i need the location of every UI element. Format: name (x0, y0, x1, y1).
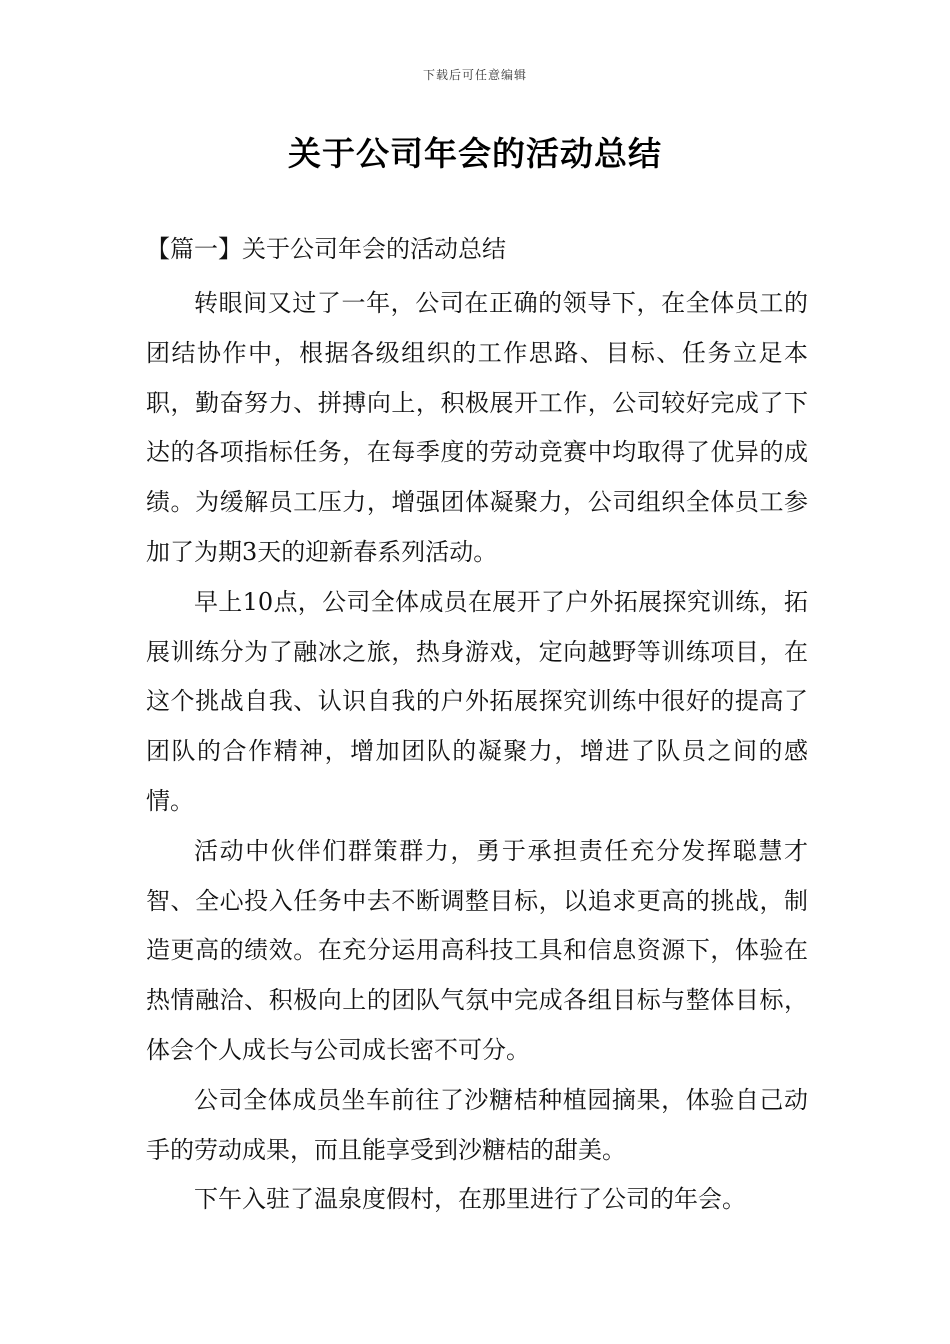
paragraph-1: 转眼间又过了一年，公司在正确的领导下，在全体员工的团结协作中，根据各级组织的工作思路、目标、任务立足本职，勤奋努力、拼搏向上，积极展开工作，公司较好完成了下达的各项指标任务，在每季度的劳动竞赛中均取得了优异的成绩。为缓解员工压力，增强团体凝聚力，公司组织全体员工参加了为期3天的迎新春系列活动。 (146, 289, 808, 566)
paragraph-3: 活动中伙伴们群策群力，勇于承担责任充分发挥聪慧才智、全心投入任务中去不断调整目标，以追求更高的挑战，制造更高的绩效。在充分运用高科技工具和信息资源下，体验在热情融洽、积极向上的团队气氛中完成各组目标与整体目标，体会个人成长与公司成长密不可分。 (146, 836, 808, 1064)
section-heading: 【篇一】关于公司年会的活动总结 (146, 235, 506, 263)
document-body (146, 279, 808, 1225)
paragraph-4: 公司全体成员坐车前往了沙糖桔种植园摘果，体验自己动手的劳动成果，而且能享受到沙糖桔的甜美。 (146, 1085, 808, 1164)
paragraph-2: 早上10点，公司全体成员在展开了户外拓展探究训练，拓展训练分为了融冰之旅，热身游戏，定向越野等训练项目，在这个挑战自我、认识自我的户外拓展探究训练中很好的提高了团队的合作精神，增加团队的凝聚力，增进了队员之间的感情。 (146, 587, 808, 815)
document-title: 关于公司年会的活动总结 (288, 134, 662, 173)
header-note: 下载后可任意编辑 (422, 68, 527, 82)
paragraph-5: 下午入驻了温泉度假村，在那里进行了公司的年会。 (194, 1185, 746, 1214)
